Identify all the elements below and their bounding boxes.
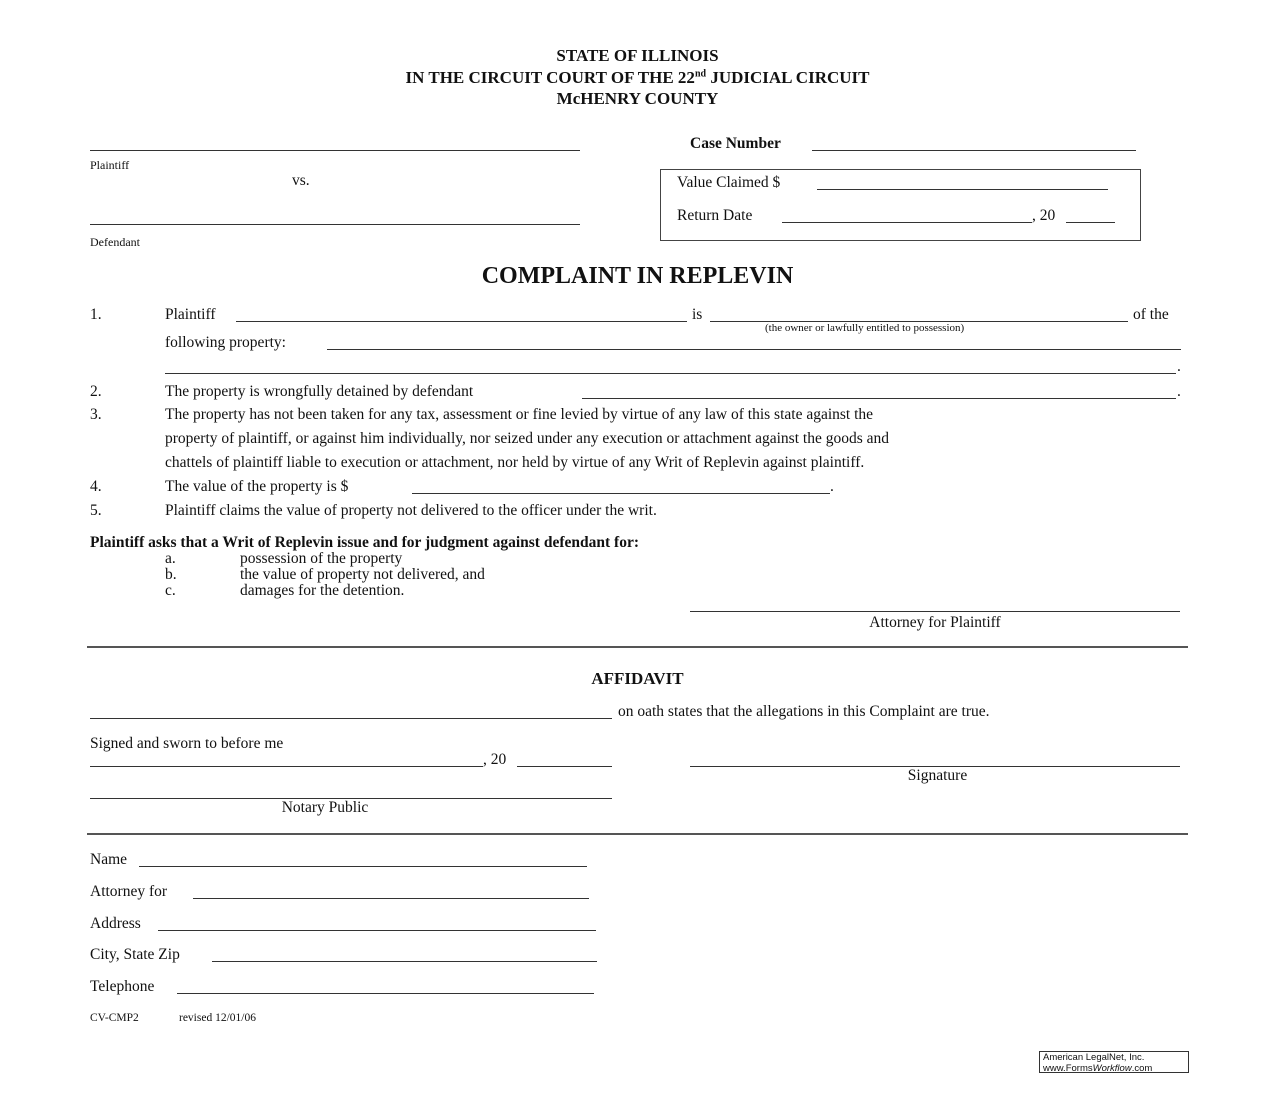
return-date-label: Return Date [677,207,753,224]
defendant-label: Defendant [90,235,140,249]
telephone-field[interactable] [177,993,594,994]
court-county: McHENRY COUNTY [556,89,719,108]
para-2-defendant-field[interactable] [582,398,1176,399]
value-claimed-label: Value Claimed $ [677,174,781,191]
prayer-item-text: damages for the detention. [240,582,405,599]
affiant-name-field[interactable] [90,718,612,719]
sworn-date-field[interactable] [90,766,483,767]
city-state-zip-field[interactable] [212,961,597,962]
para-4-text: The value of the property is $ [165,478,349,495]
para-1-is: is [692,306,703,323]
return-date-field[interactable] [782,222,1032,223]
period: . [1177,383,1181,400]
para-1-following: following property: [165,334,286,351]
section-divider [87,646,1188,648]
court-circuit-prefix: IN THE CIRCUIT COURT OF THE 22 [405,68,695,87]
brand-url: www.FormsWorkflow.com [1043,1062,1153,1074]
attorney-for-field[interactable] [193,898,589,899]
para-5-text: Plaintiff claims the value of property not delivered to the officer under the writ. [165,502,657,519]
city-state-zip-label: City, State Zip [90,946,180,963]
property-value-field[interactable] [412,493,830,494]
prayer-item-text: the value of property not delivered, and [240,566,485,583]
brand-stamp [1039,1051,1189,1073]
notary-public-label: Notary Public [281,799,369,816]
defendant-name-field[interactable] [90,224,580,225]
telephone-label: Telephone [90,978,155,995]
para-3-line-3: chattels of plaintiff liable to execution or attachment, nor held by virtue of any Writ of Replevin against plaintiff. [165,454,865,471]
form-id: CV-CMP2 [90,1012,139,1024]
attorney-for-plaintiff-label: Attorney for Plaintiff [869,614,1001,631]
para-2-number: 2. [90,383,102,400]
para-1-of-the: of the [1133,306,1169,323]
section-divider [87,833,1188,835]
para-2-text: The property is wrongfully detained by defendant [165,383,474,400]
court-circuit-suffix: JUDICIAL CIRCUIT [706,68,870,87]
vs-label: vs. [292,172,310,189]
court-circuit [0,68,1275,88]
revision-date: revised 12/01/06 [179,1012,256,1024]
para-1-plaintiff: Plaintiff [165,306,216,323]
para-3-number: 3. [90,406,102,423]
para-3-line-2: property of plaintiff, or against him individually, nor seized under any execution or attachment against the goods and [165,430,889,447]
brand-name: American LegalNet, Inc. [1043,1052,1145,1063]
oath-text: on oath states that the allegations in this Complaint are true. [618,703,990,720]
para-5-number: 5. [90,502,102,519]
attorney-for-label: Attorney for [90,883,168,900]
para-1-hint: (the owner or lawfully entitled to possession) [765,322,965,334]
return-date-year-field[interactable] [1066,222,1115,223]
ordinal-suffix: nd [694,68,707,80]
para-1-number: 1. [90,306,102,323]
address-label: Address [90,915,141,932]
prayer-item-letter: b. [165,566,177,583]
period: . [1177,358,1181,375]
prayer-heading: Plaintiff asks that a Writ of Replevin issue and for judgment against defendant for: [90,534,639,551]
name-label: Name [90,851,128,868]
para-4-number: 4. [90,478,102,495]
para-1-plaintiff-field[interactable] [236,321,687,322]
sworn-label: Signed and sworn to before me [90,735,284,752]
plaintiff-name-field[interactable] [90,150,580,151]
value-claimed-field[interactable] [817,189,1108,190]
name-field[interactable] [139,866,587,867]
property-description-field-1[interactable] [327,349,1181,350]
prayer-item-text: possession of the property [240,550,403,567]
sworn-year-field[interactable] [517,766,612,767]
prayer-item-letter: c. [165,582,176,599]
address-field[interactable] [158,930,596,931]
affidavit-title: AFFIDAVIT [591,669,684,688]
period: . [830,478,834,495]
sworn-year-prefix: , 20 [483,751,507,768]
return-date-year-prefix: , 20 [1032,207,1056,224]
signature-label: Signature [907,767,968,784]
court-state: STATE OF ILLINOIS [556,46,719,65]
plaintiff-label: Plaintiff [90,158,130,172]
case-number-label: Case Number [690,135,781,152]
para-3-line-1: The property has not been taken for any tax, assessment or fine levied by virtue of any law of this state against the [165,406,874,423]
property-description-field-2[interactable] [165,373,1176,374]
case-number-field[interactable] [812,150,1136,151]
attorney-signature-field[interactable] [690,611,1180,612]
prayer-item-letter: a. [165,550,176,567]
document-title: COMPLAINT IN REPLEVIN [481,263,794,289]
